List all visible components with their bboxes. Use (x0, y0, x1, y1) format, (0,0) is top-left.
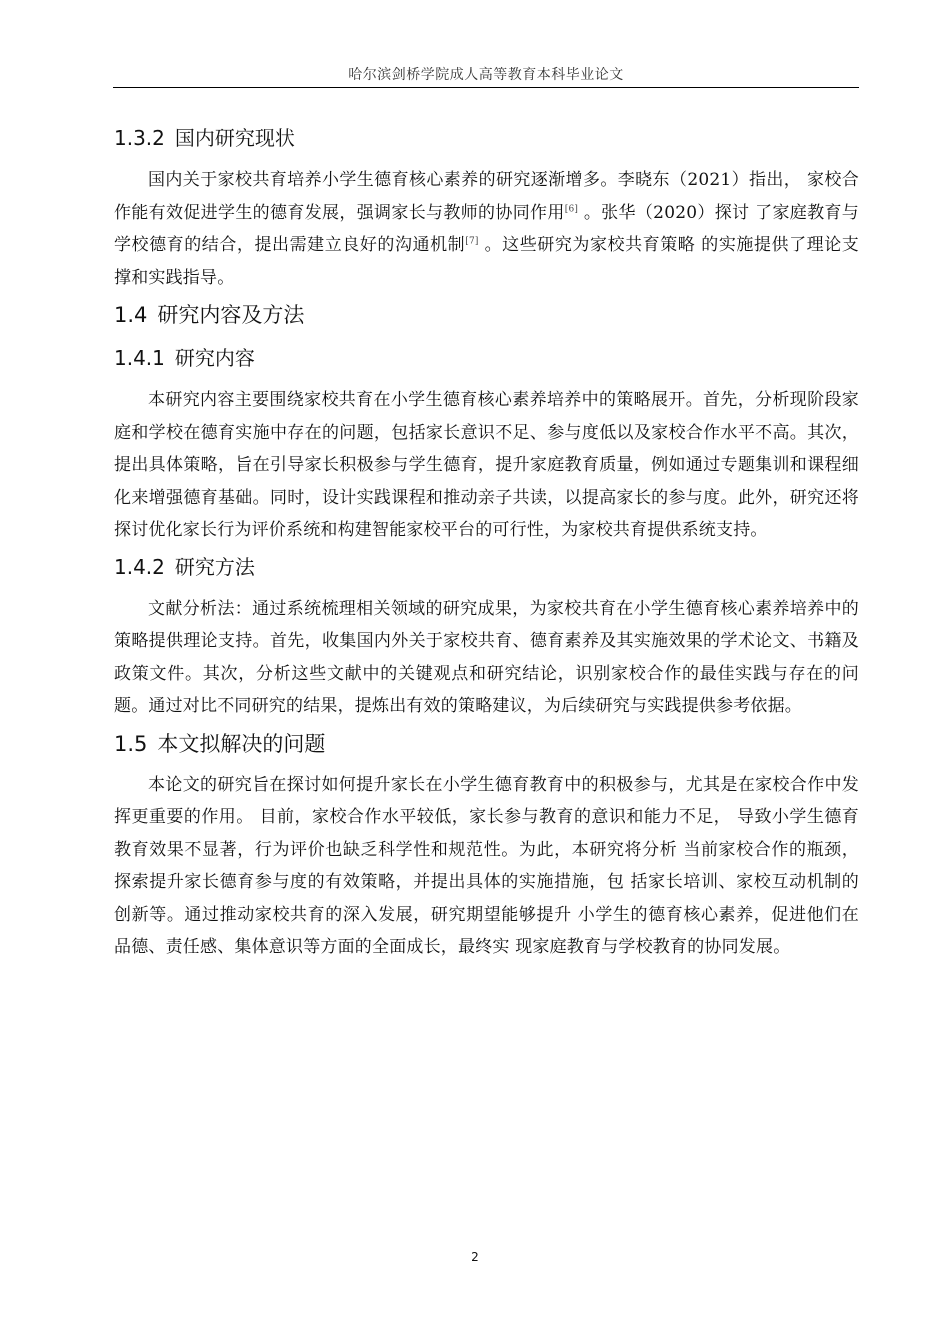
section-1-3-2-heading (114, 120, 859, 156)
running-header: 哈尔滨剑桥学院成人高等教育本科毕业论文 (348, 67, 624, 83)
paragraph-text: 。这些研究为家校共育策略 的实施提供了理论支撑和实践指导。 (114, 235, 859, 288)
section-title: 研究内容 (174, 346, 255, 370)
paragraph-text: 国内关于家校共育培养小学生德育核心素养的研究逐渐增多。李晓东（2021）指出， 家校合作能有效促进学生的德育发展，强调家长与教师的协同作用 (114, 170, 859, 223)
section-title: 本文拟解决的问题 (157, 731, 326, 756)
section-number: 1.4.1 (114, 346, 165, 370)
section-1-4-heading (114, 296, 859, 334)
section-number: 1.5 (114, 731, 148, 756)
section-1-4-1-heading (114, 340, 859, 376)
section-1-5-heading (114, 725, 859, 763)
section-1-4-2-heading (114, 549, 859, 585)
section-number: 1.3.2 (114, 126, 165, 150)
section-1-4-2-paragraph: 文献分析法：通过系统梳理相关领域的研究成果，为家校共育在小学生德育核心素养培养中的策略提供理论支持。首先，收集国内外关于家校共育、德育素养及其实施效果的学术论文、书籍及政策文件。其次，分析这些文献中的关键观点和研究结论，识别家校合作的最佳实践与存在的问题。通过对比不同研究的结果，提炼出有效的策略建议，为后续研究与实践提供参考依据。 (114, 598, 859, 716)
section-1-5-paragraph: 本论文的研究旨在探讨如何提升家长在小学生德育教育中的积极参与，尤其是在家校合作中发挥更重要的作用。 目前，家校合作水平较低，家长参与教育的意识和能力不足， 导致小学生德育教育效果不显著，行为评价也缺乏科学性和规范性。为此，本研究将分析 当前家校合作的瓶颈，探索提升家长德育参与度的有效策略，并提出具体的实施措施，包 括家长培训、家校互动机制的创新等。通过推动家校共育的深入发展，研究期望能够提升 小学生的德育核心素养，促进他们在品德、责任感、集体意识等方面的全面成长，最终实 现家庭教育与学校教育的协同发展。 (114, 774, 859, 957)
paragraph-text: 。张华（2020）探讨 了家庭教育与学校德育的结合，提出需建立良好的沟通机制 (114, 202, 859, 255)
page-body (114, 120, 859, 964)
section-title: 国内研究现状 (174, 126, 295, 150)
section-title: 研究方法 (174, 554, 255, 579)
citation-ref: [6] (564, 203, 579, 214)
section-number: 1.4.2 (114, 554, 165, 579)
section-1-3-2-paragraph (114, 164, 859, 294)
section-1-4-1-paragraph: 本研究内容主要围绕家校共育在小学生德育核心素养培养中的策略展开。首先，分析现阶段家庭和学校在德育实施中存在的问题，包括家长意识不足、参与度低以及家校合作水平不高。其次，提出具体策略，旨在引导家长积极参与学生德育，提升家庭教育质量，例如通过专题集训和课程细化来增强德育基础。同时，设计实践课程和推动亲子共读，以提高家长的参与度。此外，研究还将探讨优化家长行为评价系统和构建智能家校平台的可行性，为家校共育提供系统支持。 (114, 390, 859, 540)
header-rule (113, 87, 859, 88)
section-number: 1.4 (114, 303, 148, 327)
page-number: 2 (471, 1250, 479, 1264)
citation-ref: [7] (465, 236, 479, 247)
section-title: 研究内容及方法 (157, 303, 305, 327)
